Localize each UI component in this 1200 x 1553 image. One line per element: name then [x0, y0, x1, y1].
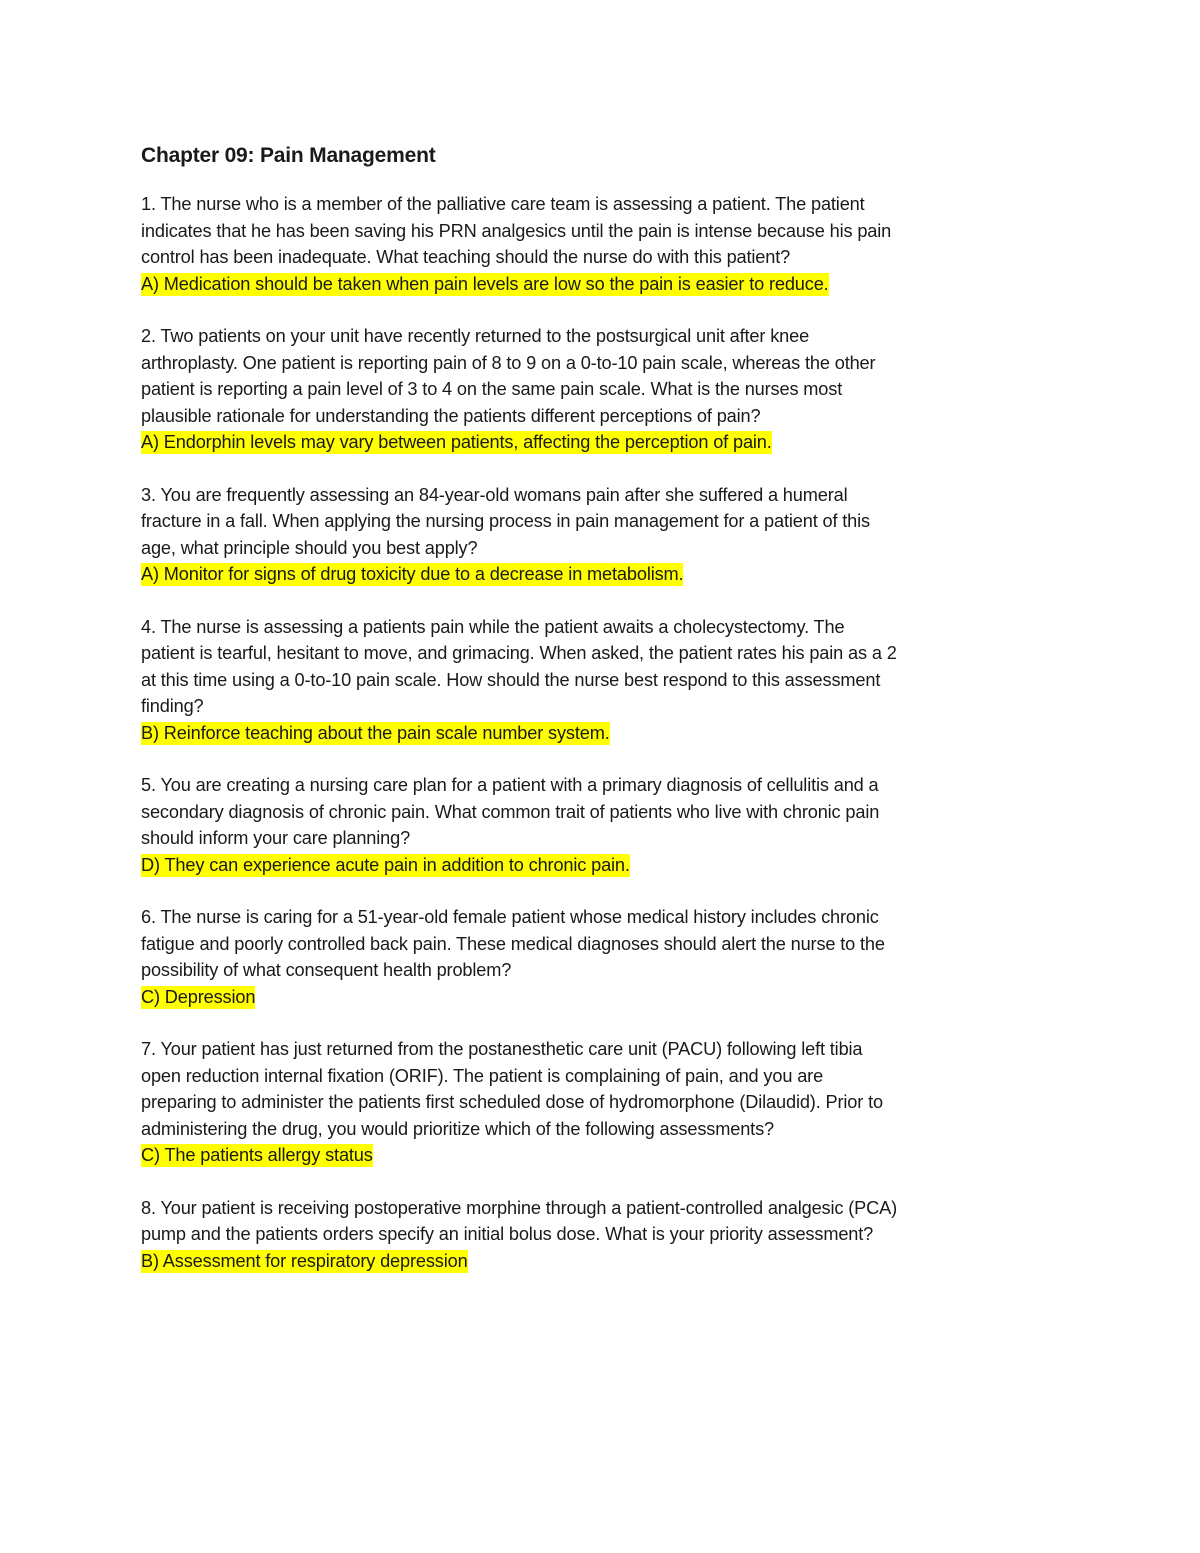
question-text: 8. Your patient is receiving postoperative morphine through a patient-controlled analgesic (PCA) pump and the patients orders specify an initial bolus dose. What is your priority assessment?	[141, 1197, 897, 1244]
answer-text	[141, 1248, 901, 1275]
answer-text	[141, 429, 901, 456]
answer-highlight: A) Endorphin levels may vary between patients, affecting the perception of pain.	[141, 432, 772, 452]
question-block-1	[141, 191, 901, 297]
answer-highlight: C) Depression	[141, 986, 256, 1007]
answer-highlight: B) Reinforce teaching about the pain scale number system.	[141, 722, 610, 743]
answer-text	[141, 271, 901, 298]
question-text: 1. The nurse who is a member of the palliative care team is assessing a patient. The patient indicates that he has been saving his PRN analgesics until the pain is intense because his pain control has been inadequate. What teaching should the nurse do with this patient?	[141, 194, 892, 267]
question-block-4	[141, 614, 901, 747]
page-title: Chapter 09: Pain Management	[141, 144, 436, 167]
question-text: 5. You are creating a nursing care plan for a patient with a primary diagnosis of cellulitis and a secondary diagnosis of chronic pain. What common trait of patients who live with chronic pain should inform your care planning?	[141, 775, 880, 848]
answer-highlight: C) The patients allergy status	[141, 1145, 373, 1165]
answer-text	[141, 1142, 901, 1169]
question-text: 2. Two patients on your unit have recently returned to the postsurgical unit after knee arthroplasty. One patient is reporting pain of 8 to 9 on a 0-to-10 pain scale, whereas the other patient is reporting a pain level of 3 to 4 on the same pain scale. What is the nurses most plausible rationale for understanding the patients different perceptions of pain?	[141, 326, 876, 426]
question-text: 6. The nurse is caring for a 51-year-old female patient whose medical history includes chronic fatigue and poorly controlled back pain. These medical diagnoses should alert the nurse to the possibility of what consequent health problem?	[141, 907, 885, 980]
question-block-7	[141, 1036, 901, 1169]
answer-text	[141, 852, 901, 879]
question-text: 3. You are frequently assessing an 84-year-old womans pain after she suffered a humeral fracture in a fall. When applying the nursing process in pain management for a patient of this age, what principle should you best apply?	[141, 484, 870, 558]
question-block-6	[141, 904, 901, 1010]
answer-highlight: A) Medication should be taken when pain levels are low so the pain is easier to reduce.	[141, 273, 829, 294]
answer-text	[141, 984, 901, 1011]
question-text: 4. The nurse is assessing a patients pain while the patient awaits a cholecystectomy. The patient is tearful, hesitant to move, and grimacing. When asked, the patient rates his pain as a 2 at this time using a 0-to-10 pain scale. How should the nurse best respond to this assessment finding?	[141, 616, 897, 716]
answer-highlight: B) Assessment for respiratory depression	[141, 1250, 468, 1271]
answer-text	[141, 561, 901, 588]
question-text: 7. Your patient has just returned from the postanesthetic care unit (PACU) following left tibia open reduction internal fixation (ORIF). The patient is complaining of pain, and you are preparing to administer the patients first scheduled dose of hydromorphone (Dilaudid). Prior to administering the drug, you would prioritize which of the following assessments?	[141, 1039, 883, 1139]
question-block-2	[141, 323, 901, 456]
document-page	[141, 140, 901, 1300]
answer-text	[141, 720, 901, 747]
answer-highlight: D) They can experience acute pain in addition to chronic pain.	[141, 854, 630, 875]
question-block-8	[141, 1195, 901, 1275]
question-block-5	[141, 772, 901, 878]
answer-highlight: A) Monitor for signs of drug toxicity due to a decrease in metabolism.	[141, 564, 684, 584]
question-block-3	[141, 482, 901, 588]
